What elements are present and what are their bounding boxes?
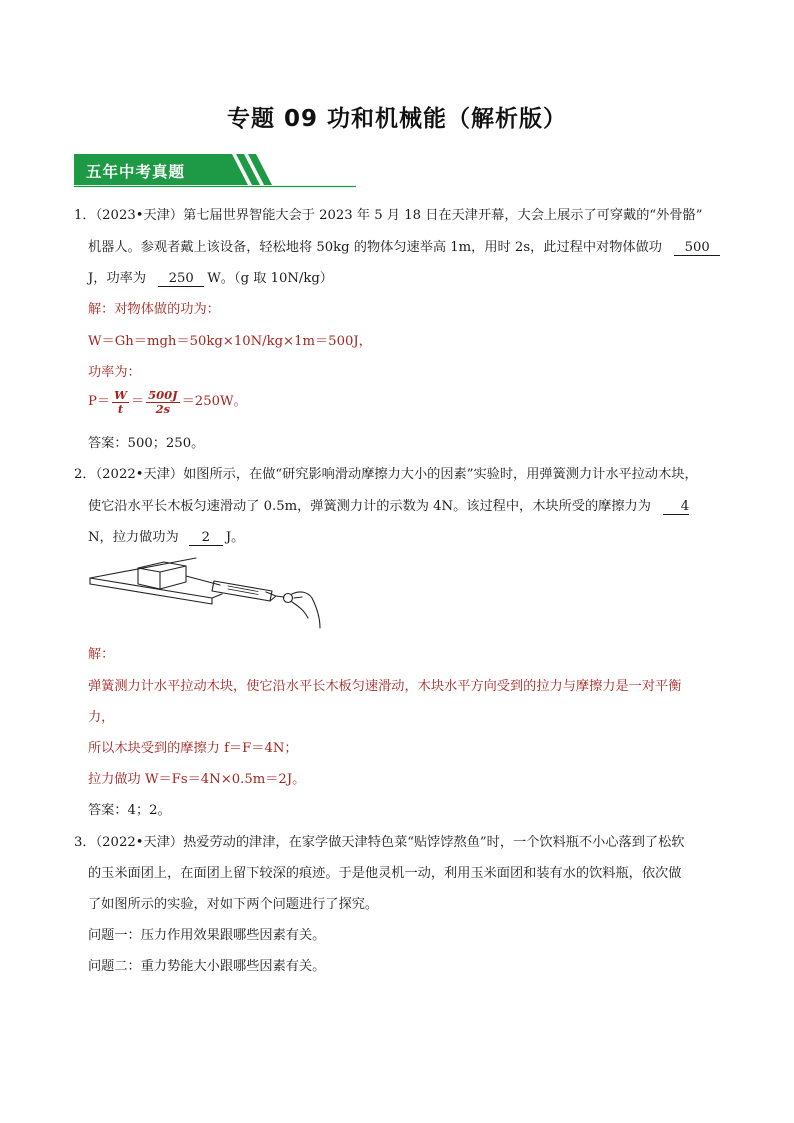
q1-solution-work: W＝Gh＝mgh＝50kg×10N/kg×1m＝500J， (88, 334, 372, 349)
section-label: 五年中考真题 (86, 163, 186, 181)
q3-question-2: 问题二：重力势能大小跟哪些因素有关。 (88, 959, 326, 974)
q1-answer: 答案：500；250。 (88, 436, 205, 451)
fraction-w-over-t: $\frac{W}{t}$ (114, 387, 127, 416)
q2-answer: 答案：4；2。 (88, 803, 171, 818)
q2-solution-line3: 所以木块受到的摩擦力 f＝F＝4N； (88, 741, 298, 756)
q1-line3: J，功率为 250 W。（g 取 10N/kg） (88, 271, 333, 286)
q1-solution-label: 解：对物体做的功为： (88, 302, 220, 317)
q1-solution-power-formula: P＝ $\frac{W}{t}$ ＝ $\frac{500J}{2s}$ ＝250W。 (88, 387, 247, 416)
q2-solution-line2: 力， (88, 710, 115, 725)
q1-answer-blank-2: 250 (158, 272, 204, 287)
q1-solution-power-label: 功率为： (88, 365, 141, 380)
q1-line1: 1．（2023•天津）第七届世界智能大会于 2023 年 5 月 18 日在天津开幕，大会上展示了可穿戴的“外骨骼” (74, 208, 703, 223)
q2-solution-line1: 弹簧测力计水平拉动木块，使它沿水平长木板匀速滑动，木块水平方向受到的拉力与摩擦力是一对平衡 (88, 679, 682, 694)
q3-line3: 了如图所示的实验，对如下两个问题进行了探究。 (88, 897, 379, 912)
q2-line2: 使它沿水平长木板匀速滑动了 0.5m，弹簧测力计的示数为 4N。该过程中，木块所受的摩擦力为 4 (88, 499, 690, 514)
q2-solution-label: 解： (88, 647, 115, 662)
q1-answer-blank-1: 500 (674, 241, 720, 256)
q2-answer-blank-2: 2 (189, 531, 223, 546)
q2-solution-line4: 拉力做功 W＝Fs＝4N×0.5m＝2J。 (88, 772, 306, 787)
q3-line2: 的玉米面团上，在面团上留下较深的痕迹。于是他灵机一动，利用玉米面团和装有水的饮料瓶，依次做 (88, 866, 682, 881)
q1-line2: 机器人。参观者戴上该设备，轻松地将 50kg 的物体匀速举高 1m，用时 2s，此过程中对物体做功 500 (88, 240, 720, 256)
q3-line1: 3．（2022•天津）热爱劳动的津津，在家学做天津特色菜“贴饽饽熬鱼”时，一个饮料瓶不小心落到了松软 (74, 835, 685, 850)
q2-line3: N，拉力做功为 2 J。 (88, 530, 245, 545)
q3-question-1: 问题一：压力作用效果跟哪些因素有关。 (88, 928, 326, 943)
spring-scale-block-figure (88, 556, 324, 638)
q2-answer-blank-1: 4 (663, 500, 689, 515)
page-title: 专题 09 功和机械能（解析版） (226, 106, 568, 132)
fraction-500j-over-2s: $\frac{500J}{2s}$ (148, 387, 178, 416)
q2-line1: 2．（2022•天津）如图所示，在做“研究影响滑动摩擦力大小的因素”实验时，用弹簧测力计水平拉动木块， (74, 467, 698, 482)
